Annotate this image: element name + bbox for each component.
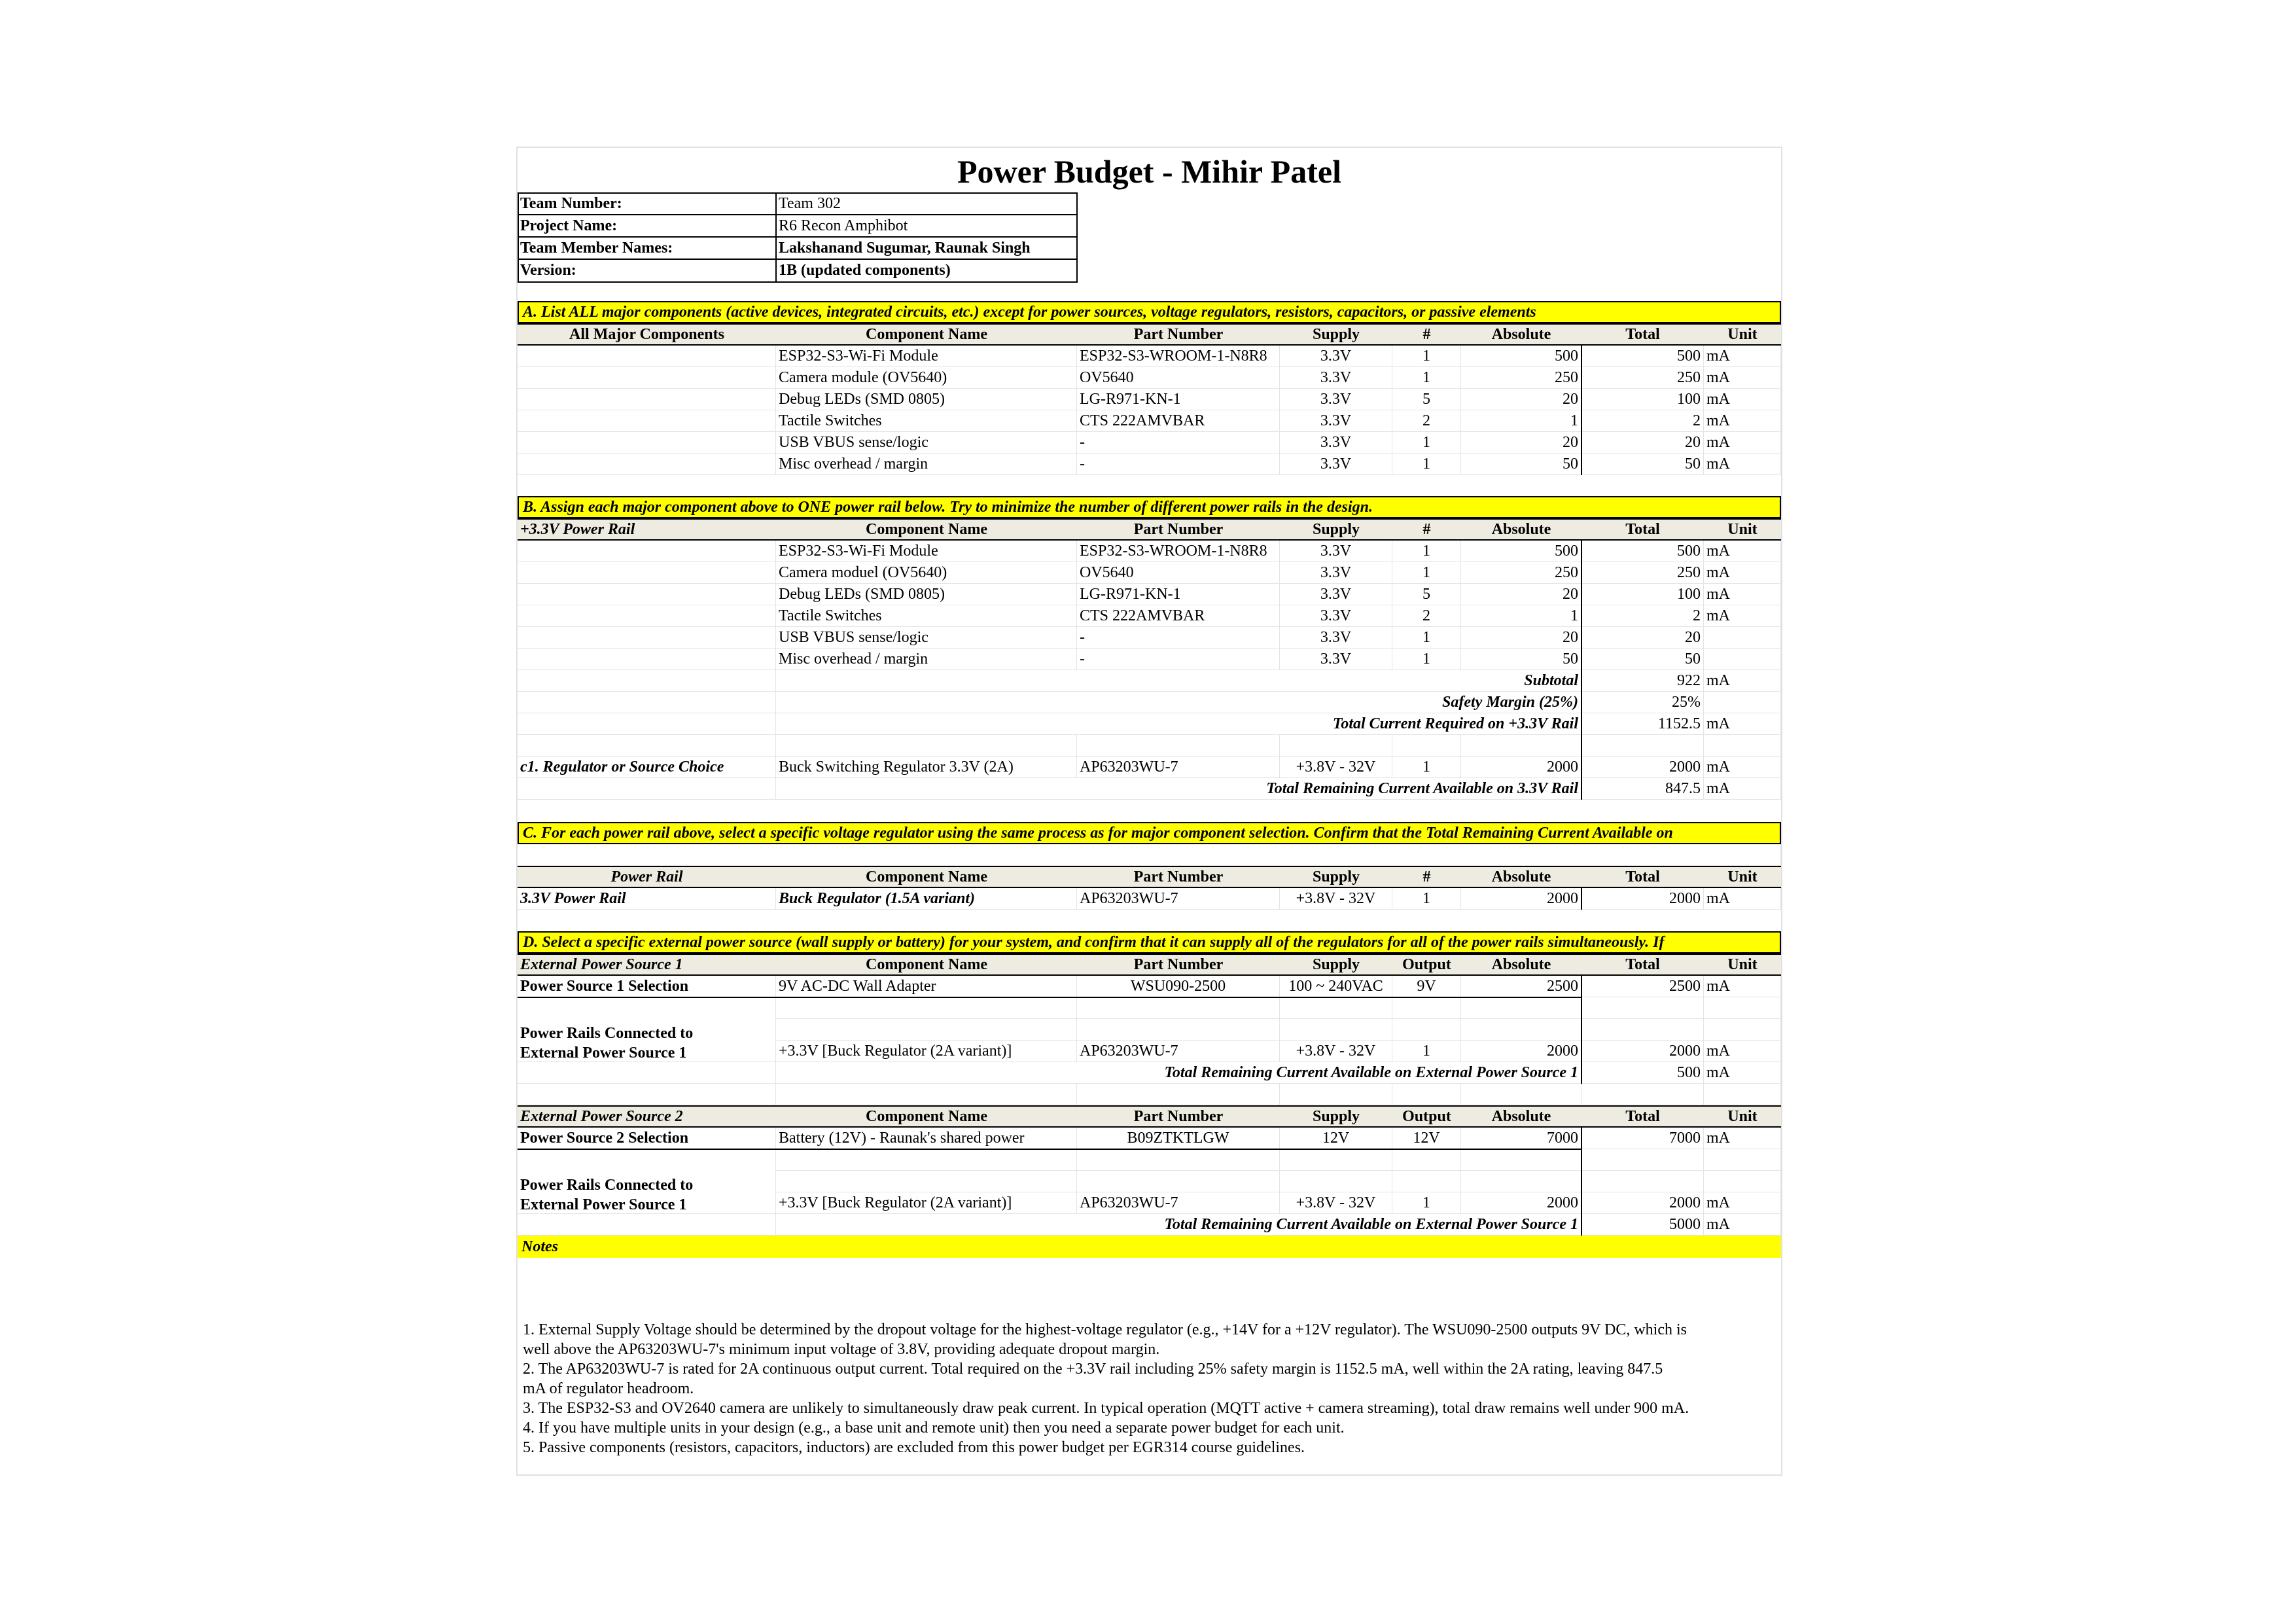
header-total: Total [1625,868,1660,885]
header-supply: Supply [1312,955,1360,973]
qty-cell[interactable]: 1 [1392,346,1461,367]
absolute-cell[interactable]: 50 [1461,649,1581,670]
header-unit: Unit [1727,520,1757,538]
header-qty: # [1422,520,1431,538]
header-first: External Power Source 1 [520,955,683,973]
header-first: Power Rail [610,868,683,885]
absolute-cell[interactable]: 20 [1461,432,1581,454]
qty-cell[interactable]: 1 [1392,888,1461,910]
unit-cell[interactable]: mA [1704,454,1781,475]
total-divider [1581,888,1582,910]
table-row [518,367,1781,389]
power-budget-sheet [516,147,1782,1476]
unit-cell[interactable]: mA [1704,562,1781,584]
output-cell[interactable]: 12V [1392,1128,1461,1149]
qty-cell[interactable]: 1 [1392,454,1461,475]
info-value[interactable]: Lakshanand Sugumar, Raunak Singh [779,239,1031,257]
subtotal-value[interactable]: 922 [1581,670,1704,692]
header-unit: Unit [1727,325,1757,343]
note-line: mA of regulator headroom. [523,1380,694,1397]
total-cell[interactable]: 20 [1581,432,1704,454]
qty-cell[interactable]: 2 [1392,605,1461,627]
qty-cell[interactable]: 1 [1392,1192,1461,1214]
qty-cell[interactable]: 5 [1392,389,1461,410]
rail-cell[interactable]: 3.3V Power Rail [518,888,776,910]
header-output: Output [1402,955,1451,973]
header-absolute: Absolute [1491,520,1551,538]
table-row [518,605,1781,627]
info-label: Team Number: [520,194,622,212]
header-supply: Supply [1312,868,1360,885]
supply-cell[interactable]: +3.8V - 32V [1280,888,1392,910]
absolute-cell[interactable]: 20 [1461,389,1581,410]
table-row [518,627,1781,649]
table-row [518,541,1781,562]
note-line: well above the AP63203WU-7's minimum input voltage of 3.8V, providing adequate dropout margin. [523,1341,1160,1358]
info-label: Team Member Names: [520,239,673,257]
header-qty: # [1422,325,1431,343]
unit-cell[interactable]: mA [1704,888,1781,910]
absolute-cell[interactable]: 2000 [1461,1192,1581,1214]
subtotal-label: Subtotal [776,670,1581,692]
remaining-value[interactable]: 500 [1581,1062,1704,1084]
header-supply: Supply [1312,520,1360,538]
supply-cell[interactable]: 3.3V [1280,562,1392,584]
section-a-heading: A. List ALL major components (active devices, integrated circuits, etc.) except for power sources, voltage regulators, resistors, capacitors, or passive elements [518,301,1781,323]
total-cell[interactable]: 2000 [1581,1192,1704,1214]
section-b-heading: B. Assign each major component above to ONE power rail below. Try to minimize the number of different power rails in the design. [518,496,1781,518]
part-cell[interactable]: OV5640 [1077,562,1280,584]
note-line: 2. The AP63203WU-7 is rated for 2A continuous output current. Total required on the +3.3V rail including 25% safety margin is 1152.5 mA, well within the 2A rating, leaving 847.5 [523,1361,1663,1378]
component-cell[interactable]: Buck Regulator (1.5A variant) [776,888,1077,910]
supply-cell[interactable]: 3.3V [1280,454,1392,475]
safety-margin-label: Safety Margin (25%) [776,692,1581,713]
total-cell[interactable]: 2 [1581,605,1704,627]
info-row [518,259,1781,281]
info-rule [518,259,1078,260]
part-cell[interactable]: - [1077,627,1280,649]
info-label: Version: [520,261,576,279]
header-output: Output [1402,1107,1451,1125]
header-component: Component Name [866,1107,987,1125]
output-cell[interactable]: 9V [1392,976,1461,997]
supply-cell[interactable]: 3.3V [1280,649,1392,670]
supply-cell[interactable]: +3.8V - 32V [1280,1192,1392,1214]
total-divider [1581,346,1582,475]
component-cell[interactable]: Misc overhead / margin [776,454,1077,475]
header-part: Part Number [1133,325,1224,343]
absolute-cell[interactable]: 50 [1461,454,1581,475]
remaining-value[interactable]: 5000 [1581,1214,1704,1236]
info-value[interactable]: 1B (updated components) [779,261,951,279]
total-cell[interactable]: 500 [1581,346,1704,367]
component-cell[interactable]: USB VBUS sense/logic [776,627,1077,649]
total-divider [1581,976,1582,1084]
supply-cell[interactable]: +3.8V - 32V [1280,757,1392,778]
header-part: Part Number [1133,955,1224,973]
unit-cell[interactable] [1704,627,1781,649]
subtotal-unit: mA [1704,670,1781,692]
part-cell[interactable]: AP63203WU-7 [1077,757,1280,778]
rail-row [518,1192,1781,1214]
absolute-cell[interactable]: 1 [1461,605,1581,627]
supply-cell[interactable]: 3.3V [1280,410,1392,432]
total-cell[interactable]: 2000 [1581,1041,1704,1062]
component-cell[interactable]: USB VBUS sense/logic [776,432,1077,454]
qty-cell[interactable]: 1 [1392,1041,1461,1062]
total-cell[interactable]: 250 [1581,562,1704,584]
header-part: Part Number [1133,1107,1224,1125]
header-component: Component Name [866,868,987,885]
total-divider [1581,1128,1582,1236]
rail-row [518,1041,1781,1062]
remaining-row [518,1062,1781,1084]
unit-cell[interactable]: mA [1704,1041,1781,1062]
unit-cell[interactable]: mA [1704,389,1781,410]
rails-connected-line: External Power Source 1 [520,1044,687,1061]
header-first: +3.3V Power Rail [520,520,635,538]
supply-cell[interactable]: 3.3V [1280,346,1392,367]
note-line: 1. External Supply Voltage should be determined by the dropout voltage for the highest-voltage regulator (e.g., +14V for a +12V regulator). The WSU090-2500 outputs 9V DC, which is [523,1321,1687,1338]
info-row [518,192,1781,215]
rails-connected-label [520,1024,693,1063]
remaining-row [518,1214,1781,1236]
supply-cell[interactable]: 3.3V [1280,627,1392,649]
part-cell[interactable]: - [1077,649,1280,670]
section-b-header [518,518,1781,541]
remaining-row [518,778,1781,800]
qty-cell[interactable]: 5 [1392,584,1461,605]
header-first: External Power Source 2 [520,1107,683,1125]
header-total: Total [1625,955,1660,973]
section-c-header [518,866,1781,888]
component-cell[interactable]: +3.3V [Buck Regulator (2A variant)] [776,1041,1077,1062]
part-cell[interactable]: LG-R971-KN-1 [1077,584,1280,605]
part-cell[interactable]: CTS 222AMVBAR [1077,410,1280,432]
absolute-cell[interactable]: 20 [1461,627,1581,649]
absolute-cell[interactable]: 1 [1461,410,1581,432]
total-cell[interactable]: 2000 [1581,757,1704,778]
total-cell[interactable]: 50 [1581,649,1704,670]
unit-cell[interactable]: mA [1704,346,1781,367]
total-cell[interactable]: 2000 [1581,888,1704,910]
note-line: 3. The ESP32-S3 and OV2640 camera are unlikely to simultaneously draw peak current. In typical operation (MQTT active + camera streaming), total draw remains well under 900 mA. [523,1400,1689,1417]
absolute-cell[interactable]: 20 [1461,584,1581,605]
safety-margin-value[interactable]: 25% [1581,692,1704,713]
section-d-heading: D. Select a specific external power source (wall supply or battery) for your system, and confirm that it can supply all of the regulators for all of the power rails simultaneously. If [518,931,1781,954]
component-cell[interactable]: Camera moduel (OV5640) [776,562,1077,584]
component-cell[interactable]: Debug LEDs (SMD 0805) [776,584,1077,605]
table-row [518,346,1781,367]
qty-cell[interactable]: 1 [1392,432,1461,454]
total-required-row [518,713,1781,735]
unit-cell[interactable]: mA [1704,757,1781,778]
part-cell[interactable]: AP63203WU-7 [1077,1041,1280,1062]
source-selection-rule [518,997,1581,998]
component-cell[interactable]: Buck Switching Regulator 3.3V (2A) [776,757,1077,778]
part-cell[interactable]: LG-R971-KN-1 [1077,389,1280,410]
source-selection-rule [518,1149,1581,1150]
supply-cell[interactable]: 3.3V [1280,605,1392,627]
total-required-unit: mA [1704,713,1781,735]
component-cell[interactable]: Tactile Switches [776,410,1077,432]
total-required-value[interactable]: 1152.5 [1581,713,1704,735]
qty-cell[interactable]: 1 [1392,367,1461,389]
table-row [518,562,1781,584]
part-cell[interactable]: B09ZTKTLGW [1077,1128,1280,1149]
part-cell[interactable]: WSU090-2500 [1077,976,1280,997]
part-cell[interactable]: - [1077,432,1280,454]
info-value[interactable]: R6 Recon Amphibot [779,217,908,234]
unit-cell[interactable]: mA [1704,432,1781,454]
header-total: Total [1625,520,1660,538]
remaining-unit: mA [1704,778,1781,800]
info-value[interactable]: Team 302 [779,194,841,212]
remaining-label: Total Remaining Current Available on External Power Source 1 [776,1062,1581,1084]
header-first: All Major Components [569,325,724,343]
supply-cell[interactable]: 3.3V [1280,432,1392,454]
part-cell[interactable]: CTS 222AMVBAR [1077,605,1280,627]
regulator-choice-row [518,757,1781,778]
total-cell[interactable]: 100 [1581,389,1704,410]
total-cell[interactable]: 2 [1581,410,1704,432]
unit-cell[interactable]: mA [1704,1128,1781,1149]
component-cell[interactable]: 9V AC-DC Wall Adapter [776,976,1077,997]
total-divider [1581,541,1582,800]
absolute-cell[interactable]: 2000 [1461,888,1581,910]
part-cell[interactable]: - [1077,454,1280,475]
supply-cell[interactable]: 3.3V [1280,389,1392,410]
absolute-cell[interactable]: 2000 [1461,1041,1581,1062]
table-row [518,454,1781,475]
total-required-label: Total Current Required on +3.3V Rail [776,713,1581,735]
table-row [518,584,1781,605]
rails-connected-line: Power Rails Connected to [520,1025,694,1042]
component-cell[interactable]: ESP32-S3-Wi-Fi Module [776,346,1077,367]
part-cell[interactable]: AP63203WU-7 [1077,1192,1280,1214]
table-row [518,410,1781,432]
header-absolute: Absolute [1491,1107,1551,1125]
rails-connected-line: External Power Source 1 [520,1196,687,1213]
info-row [518,215,1781,237]
total-cell[interactable]: 500 [1581,541,1704,562]
unit-cell[interactable] [1704,649,1781,670]
info-divider [775,192,777,283]
total-cell[interactable]: 7000 [1581,1128,1704,1149]
qty-cell[interactable]: 1 [1392,562,1461,584]
unit-cell[interactable]: mA [1704,976,1781,997]
component-cell[interactable]: Debug LEDs (SMD 0805) [776,389,1077,410]
regulator-choice-label: c1. Regulator or Source Choice [518,757,776,778]
table-row [518,649,1781,670]
info-rule [518,214,1078,215]
remaining-label: Total Remaining Current Available on External Power Source 1 [776,1214,1581,1236]
absolute-cell[interactable]: 2500 [1461,976,1581,997]
absolute-cell[interactable]: 500 [1461,541,1581,562]
source-selection-row [518,1128,1781,1149]
total-cell[interactable]: 250 [1581,367,1704,389]
source-selection-label: Power Source 2 Selection [518,1128,776,1149]
header-absolute: Absolute [1491,868,1551,885]
rails-connected-line: Power Rails Connected to [520,1177,694,1194]
absolute-cell[interactable]: 7000 [1461,1128,1581,1149]
header-part: Part Number [1133,868,1224,885]
rails-connected-label [520,1175,693,1215]
component-cell[interactable]: Camera module (OV5640) [776,367,1077,389]
spacer-row [518,735,1781,757]
header-component: Component Name [866,955,987,973]
qty-cell[interactable]: 1 [1392,649,1461,670]
header-supply: Supply [1312,325,1360,343]
header-unit: Unit [1727,955,1757,973]
supply-cell[interactable]: 3.3V [1280,367,1392,389]
section-a-header [518,323,1781,346]
component-cell[interactable]: ESP32-S3-Wi-Fi Module [776,541,1077,562]
supply-cell[interactable]: +3.8V - 32V [1280,1041,1392,1062]
section-c-heading: C. For each power rail above, select a specific voltage regulator using the same process as for major component selection. Confirm that the Total Remaining Current Available on [518,822,1781,844]
part-cell[interactable]: OV5640 [1077,367,1280,389]
header-absolute: Absolute [1491,325,1551,343]
qty-cell[interactable]: 1 [1392,627,1461,649]
supply-cell[interactable]: 12V [1280,1128,1392,1149]
source-1-header [518,954,1781,976]
notes-heading: Notes [518,1236,1781,1258]
component-cell[interactable]: Misc overhead / margin [776,649,1077,670]
absolute-cell[interactable]: 250 [1461,367,1581,389]
absolute-cell[interactable]: 500 [1461,346,1581,367]
qty-cell[interactable]: 1 [1392,541,1461,562]
total-cell[interactable]: 20 [1581,627,1704,649]
source-selection-label: Power Source 1 Selection [518,976,776,997]
subtotal-row [518,670,1781,692]
header-supply: Supply [1312,1107,1360,1125]
absolute-cell[interactable]: 2000 [1461,757,1581,778]
remaining-value[interactable]: 847.5 [1581,778,1704,800]
supply-cell[interactable]: 3.3V [1280,584,1392,605]
total-cell[interactable]: 100 [1581,584,1704,605]
header-unit: Unit [1727,868,1757,885]
header-unit: Unit [1727,1107,1757,1125]
header-total: Total [1625,1107,1660,1125]
remaining-unit: mA [1704,1214,1781,1236]
supply-cell[interactable]: 3.3V [1280,541,1392,562]
table-row [518,389,1781,410]
header-component: Component Name [866,325,987,343]
unit-cell[interactable]: mA [1704,605,1781,627]
info-row [518,237,1781,259]
note-line: 4. If you have multiple units in your design (e.g., a base unit and remote unit) then you need a separate power budget for each unit. [523,1419,1345,1436]
header-part: Part Number [1133,520,1224,538]
table-row [518,888,1781,910]
header-absolute: Absolute [1491,955,1551,973]
component-cell[interactable]: Tactile Switches [776,605,1077,627]
supply-cell[interactable]: 100 ~ 240VAC [1280,976,1392,997]
qty-cell[interactable]: 1 [1392,757,1461,778]
remaining-label: Total Remaining Current Available on 3.3V Rail [776,778,1581,800]
unit-cell[interactable]: mA [1704,541,1781,562]
table-row [518,432,1781,454]
remaining-unit: mA [1704,1062,1781,1084]
unit-cell[interactable]: mA [1704,1192,1781,1214]
component-cell[interactable]: Battery (12V) - Raunak's shared power [776,1128,1077,1149]
unit-cell[interactable]: mA [1704,584,1781,605]
header-total: Total [1625,325,1660,343]
absolute-cell[interactable]: 250 [1461,562,1581,584]
unit-cell[interactable]: mA [1704,410,1781,432]
qty-cell[interactable]: 2 [1392,410,1461,432]
header-component: Component Name [866,520,987,538]
part-cell[interactable]: AP63203WU-7 [1077,888,1280,910]
info-rule [518,236,1078,238]
part-cell[interactable]: ESP32-S3-WROOM-1-N8R8 [1077,541,1280,562]
total-cell[interactable]: 2500 [1581,976,1704,997]
part-cell[interactable]: ESP32-S3-WROOM-1-N8R8 [1077,346,1280,367]
info-label: Project Name: [520,217,618,234]
safety-margin-row [518,692,1781,713]
page-title: Power Budget - Mihir Patel [957,153,1341,190]
source-2-header [518,1105,1781,1128]
total-cell[interactable]: 50 [1581,454,1704,475]
header-qty: # [1422,868,1431,885]
component-cell[interactable]: +3.3V [Buck Regulator (2A variant)] [776,1192,1077,1214]
source-selection-row [518,976,1781,997]
unit-cell[interactable]: mA [1704,367,1781,389]
note-line: 5. Passive components (resistors, capacitors, inductors) are excluded from this power budget per EGR314 course guidelines. [523,1439,1305,1456]
